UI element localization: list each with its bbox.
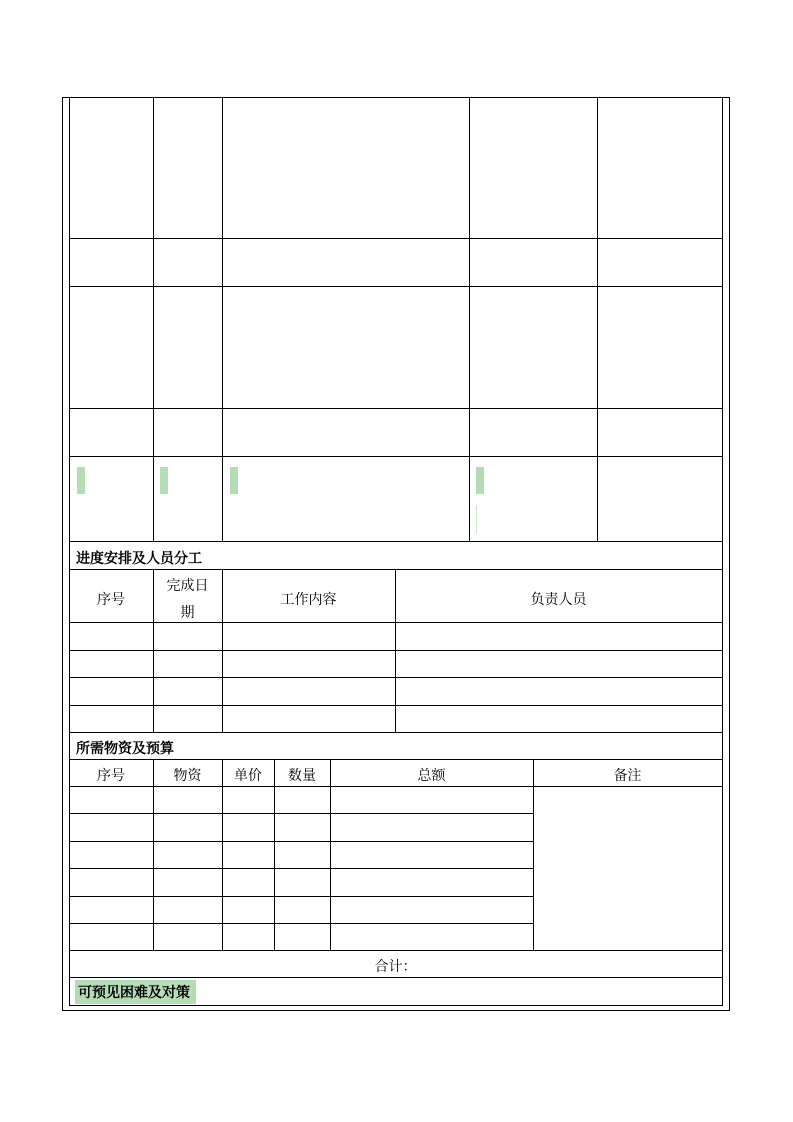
highlight-mark [230,467,238,494]
schedule-header-date-line2: 期 [180,605,195,621]
budget-header-index: 序号 [97,768,125,784]
schedule-title: 进度安排及人员分工 [76,551,202,567]
budget-header-qty: 数量 [288,768,316,784]
schedule-header-index: 序号 [97,592,125,608]
notes-cell[interactable] [534,787,722,950]
text-cursor [476,505,477,533]
risks-title: 可预见困难及对策 [78,985,190,1001]
schedule-header-owner: 负责人员 [530,592,587,608]
highlight-mark [77,467,85,494]
budget-header-item: 物资 [173,768,202,784]
highlight-mark [476,467,484,494]
budget-total-label: 合计： [374,959,417,975]
budget-title: 所需物资及预算 [76,741,174,757]
schedule-header-date: 完成日 [166,578,209,594]
table-row[interactable] [70,706,722,732]
table-row[interactable] [70,623,722,650]
schedule-header-content: 工作内容 [280,592,337,608]
table-row[interactable] [70,651,722,677]
highlight-mark [160,467,168,494]
budget-header-notes: 备注 [613,768,642,784]
budget-header-total: 总额 [417,768,446,784]
budget-header-price: 单价 [234,768,262,784]
table-row[interactable] [70,678,722,705]
